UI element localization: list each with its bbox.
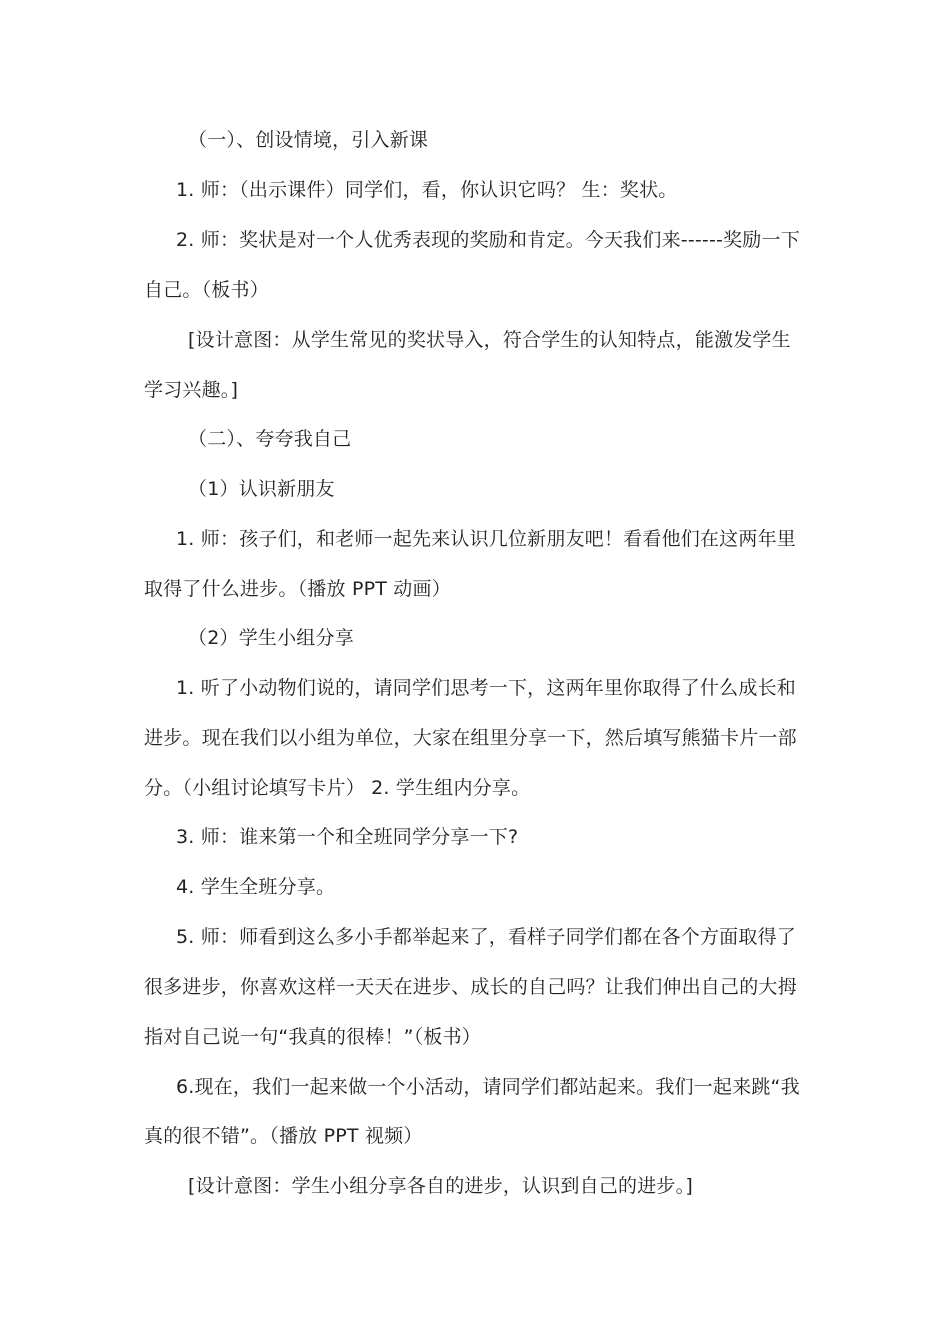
design-intent-note: 学习兴趣。] — [144, 379, 239, 401]
paragraph-line: 指对自己说一句“我真的很棒！”（板书） — [144, 1026, 481, 1048]
paragraph-line: 取得了什么进步。（播放 PPT 动画） — [144, 578, 451, 600]
subsection-heading: （1）认识新朋友 — [188, 478, 335, 500]
paragraph-line: 1. 师：孩子们，和老师一起先来认识几位新朋友吧！看看他们在这两年里 — [176, 528, 796, 550]
design-intent-note: [设计意图：从学生常见的奖状导入，符合学生的认知特点，能激发学生 — [188, 329, 791, 351]
paragraph-line: 1. 师：（出示课件）同学们，看，你认识它吗？ 生：奖状。 — [176, 179, 678, 201]
design-intent-note: [设计意图：学生小组分享各自的进步，认识到自己的进步。] — [188, 1175, 693, 1197]
paragraph-line: 4. 学生全班分享。 — [176, 876, 336, 898]
section-heading-1: （一）、创设情境，引入新课 — [188, 129, 429, 151]
paragraph-line: 自己。（板书） — [144, 279, 269, 301]
paragraph-line: 5. 师：师看到这么多小手都举起来了，看样子同学们都在各个方面取得了 — [176, 926, 796, 948]
paragraph-line: 分。（小组讨论填写卡片） 2. 学生组内分享。 — [144, 777, 531, 799]
paragraph-line: 2. 师：奖状是对一个人优秀表现的奖励和肯定。今天我们来------奖励一下 — [176, 229, 800, 251]
paragraph-line: 3. 师：谁来第一个和全班同学分享一下? — [176, 826, 519, 848]
subsection-heading: （2）学生小组分享 — [188, 627, 354, 649]
paragraph-line: 1. 听了小动物们说的，请同学们思考一下，这两年里你取得了什么成长和 — [176, 677, 796, 699]
paragraph-line: 真的很不错”。（播放 PPT 视频） — [144, 1125, 423, 1147]
section-heading-2: （二）、夸夸我自己 — [188, 428, 352, 450]
paragraph-line: 进步。现在我们以小组为单位，大家在组里分享一下，然后填写熊猫卡片一部 — [144, 727, 797, 749]
paragraph-line: 6.现在，我们一起来做一个小活动，请同学们都站起来。我们一起来跳“我 — [176, 1076, 800, 1098]
paragraph-line: 很多进步，你喜欢这样一天天在进步、成长的自己吗？让我们伸出自己的大拇 — [144, 976, 797, 998]
